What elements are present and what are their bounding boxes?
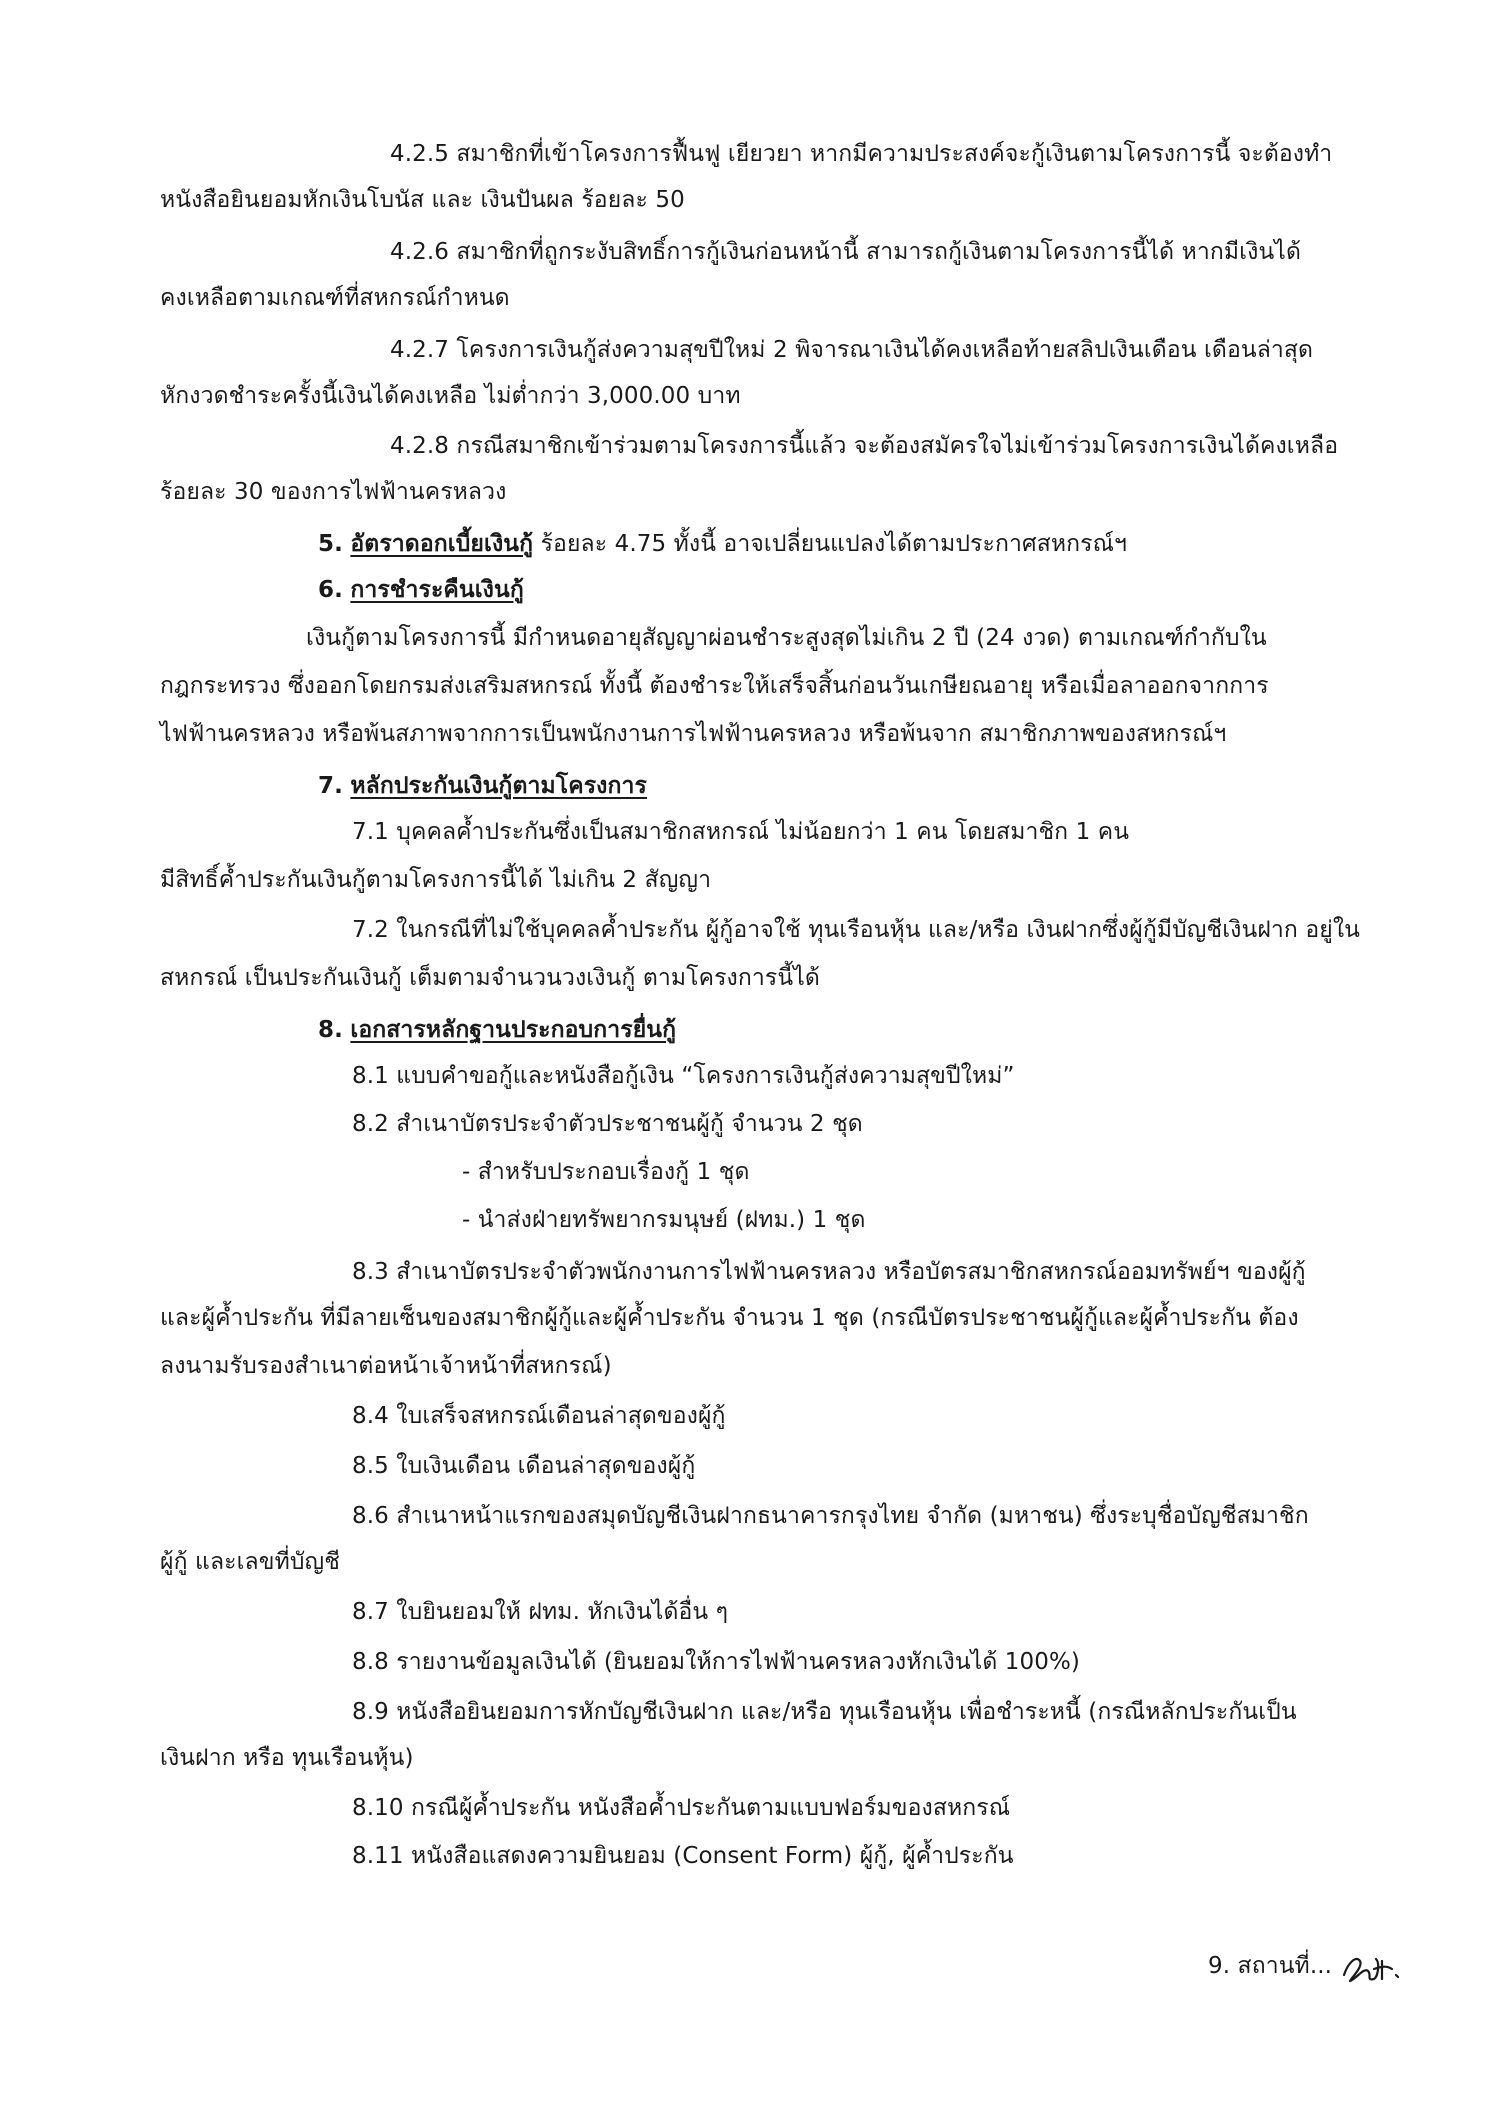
- section-5-line: [318, 528, 1127, 560]
- clause-4-2-6-line-2: คงเหลือตามเกณฑ์ที่สหกรณ์กำหนด: [160, 285, 510, 311]
- section-7-heading: หลักประกันเงินกู้ตามโครงการ: [350, 773, 647, 799]
- clause-8-3-line-1: 8.3 สำเนาบัตรประจำตัวพนักงานการไฟฟ้านครหลวง หรือบัตรสมาชิกสหกรณ์ออมทรัพย์ฯ ของผู้กู้: [352, 1259, 1306, 1285]
- clause-7-2-line-1: 7.2 ในกรณีที่ไม่ใช้บุคคลค้ำประกัน ผู้กู้อาจใช้ ทุนเรือนหุ้น และ/หรือ เงินฝากซึ่งผู้กู้มีบัญชีเงินฝาก อยู่ใน: [352, 917, 1360, 943]
- clause-8-6-line-2: ผู้กู้ และเลขที่บัญชี: [160, 1549, 340, 1575]
- section-6-number: 6.: [318, 577, 343, 603]
- section-8-line: [318, 1014, 676, 1046]
- clause-7-1-line-1: 7.1 บุคคลค้ำประกันซึ่งเป็นสมาชิกสหกรณ์ ไม่น้อยกว่า 1 คน โดยสมาชิก 1 คน: [352, 819, 1130, 845]
- clause-8-1: 8.1 แบบคำขอกู้และหนังสือกู้เงิน “โครงการเงินกู้ส่งความสุขปีใหม่”: [352, 1063, 1015, 1089]
- clause-8-8: 8.8 รายงานข้อมูลเงินได้ (ยินยอมให้การไฟฟ้านครหลวงหักเงินได้ 100%): [352, 1649, 1080, 1675]
- section-6-body-line-3: ไฟฟ้านครหลวง หรือพ้นสภาพจากการเป็นพนักงานการไฟฟ้านครหลวง หรือพ้นจาก สมาชิกภาพของสหกรณ์ฯ: [160, 721, 1227, 747]
- clause-4-2-6-line-1: 4.2.6 สมาชิกที่ถูกระงับสิทธิ์การกู้เงินก่อนหน้านี้ สามารถกู้เงินตามโครงการนี้ได้ หากมีเงินได้: [390, 239, 1301, 265]
- clause-4-2-5-line-2: หนังสือยินยอมหักเงินโบนัส และ เงินปันผล ร้อยละ 50: [160, 187, 685, 213]
- clause-8-9-line-2: เงินฝาก หรือ ทุนเรือนหุ้น): [160, 1745, 414, 1771]
- clause-8-9-line-1: 8.9 หนังสือยินยอมการหักบัญชีเงินฝาก และ/หรือ ทุนเรือนหุ้น เพื่อชำระหนี้ (กรณีหลักประกันเป็น: [352, 1699, 1297, 1725]
- clause-8-11: 8.11 หนังสือแสดงความยินยอม (Consent Form) ผู้กู้, ผู้ค้ำประกัน: [352, 1843, 1014, 1869]
- section-7-number: 7.: [318, 773, 343, 799]
- section-6-body-line-2: กฎกระทรวง ซึ่งออกโดยกรมส่งเสริมสหกรณ์ ทั้งนี้ ต้องชำระให้เสร็จสิ้นก่อนวันเกษียณอายุ หรือเมื่อลาออกจากการ: [160, 673, 1269, 699]
- clause-4-2-7-line-1: 4.2.7 โครงการเงินกู้ส่งความสุขปีใหม่ 2 พิจารณาเงินได้คงเหลือท้ายสลิปเงินเดือน เดือนล่าสุด: [390, 337, 1314, 363]
- clause-8-7: 8.7 ใบยินยอมให้ ฝทม. หักเงินได้อื่น ๆ: [352, 1599, 729, 1625]
- section-5-heading: อัตราดอกเบี้ยเงินกู้: [350, 531, 534, 557]
- clause-8-6-line-1: 8.6 สำเนาหน้าแรกของสมุดบัญชีเงินฝากธนาคารกรุงไทย จำกัด (มหาชน) ซึ่งระบุชื่อบัญชีสมาชิก: [352, 1503, 1309, 1529]
- section-7-line: [318, 770, 647, 802]
- section-5-number: 5.: [318, 531, 343, 557]
- clause-8-2: 8.2 สำเนาบัตรประจำตัวประชาชนผู้กู้ จำนวน 2 ชุด: [352, 1111, 863, 1137]
- clause-8-4: 8.4 ใบเสร็จสหกรณ์เดือนล่าสุดของผู้กู้: [352, 1403, 726, 1429]
- section-5-text: ร้อยละ 4.75 ทั้งนี้ อาจเปลี่ยนแปลงได้ตามประกาศสหกรณ์ฯ: [540, 531, 1128, 557]
- clause-8-3-line-2: และผู้ค้ำประกัน ที่มีลายเซ็นของสมาชิกผู้กู้และผู้ค้ำประกัน จำนวน 1 ชุด (กรณีบัตรประชาชนผู้กู้และผู้ค้ำประกัน ต้อง: [160, 1305, 1299, 1331]
- clause-8-3-line-3: ลงนามรับรองสำเนาต่อหน้าเจ้าหน้าที่สหกรณ์): [160, 1353, 612, 1379]
- section-6-body-line-1: เงินกู้ตามโครงการนี้ มีกำหนดอายุสัญญาผ่อนชำระสูงสุดไม่เกิน 2 ปี (24 งวด) ตามเกณฑ์กำกับใน: [306, 625, 1267, 651]
- clause-8-10: 8.10 กรณีผู้ค้ำประกัน หนังสือค้ำประกันตามแบบฟอร์มของสหกรณ์: [352, 1795, 1011, 1821]
- section-8-heading: เอกสารหลักฐานประกอบการยื่นกู้: [350, 1017, 677, 1043]
- clause-8-5: 8.5 ใบเงินเดือน เดือนล่าสุดของผู้กู้: [352, 1453, 696, 1479]
- clause-4-2-7-line-2: หักงวดชำระครั้งนี้เงินได้คงเหลือ ไม่ต่ำกว่า 3,000.00 บาท: [160, 383, 741, 409]
- section-8-number: 8.: [318, 1017, 343, 1043]
- clause-7-1-line-2: มีสิทธิ์ค้ำประกันเงินกู้ตามโครงการนี้ได้ ไม่เกิน 2 สัญญา: [160, 867, 712, 893]
- next-page-continuation: 9. สถานที่...: [1208, 1953, 1333, 1979]
- initials-signature: [1338, 1945, 1400, 1987]
- section-6-line: [318, 574, 524, 606]
- clause-4-2-8-line-1: 4.2.8 กรณีสมาชิกเข้าร่วมตามโครงการนี้แล้ว จะต้องสมัครใจไม่เข้าร่วมโครงการเงินได้คงเหลือ: [390, 433, 1339, 459]
- clause-4-2-8-line-2: ร้อยละ 30 ของการไฟฟ้านครหลวง: [160, 479, 507, 505]
- clause-4-2-5-line-1: 4.2.5 สมาชิกที่เข้าโครงการฟื้นฟู เยียวยา หากมีความประสงค์จะกู้เงินตามโครงการนี้ จะต้องทำ: [390, 141, 1333, 167]
- clause-8-2-bullet-2: - นำส่งฝ่ายทรัพยากรมนุษย์ (ฝทม.) 1 ชุด: [462, 1207, 866, 1233]
- clause-8-2-bullet-1: - สำหรับประกอบเรื่องกู้ 1 ชุด: [462, 1159, 750, 1185]
- clause-7-2-line-2: สหกรณ์ เป็นประกันเงินกู้ เต็มตามจำนวนวงเงินกู้ ตามโครงการนี้ได้: [160, 965, 820, 991]
- section-6-heading: การชำระคืนเงินกู้: [350, 577, 524, 603]
